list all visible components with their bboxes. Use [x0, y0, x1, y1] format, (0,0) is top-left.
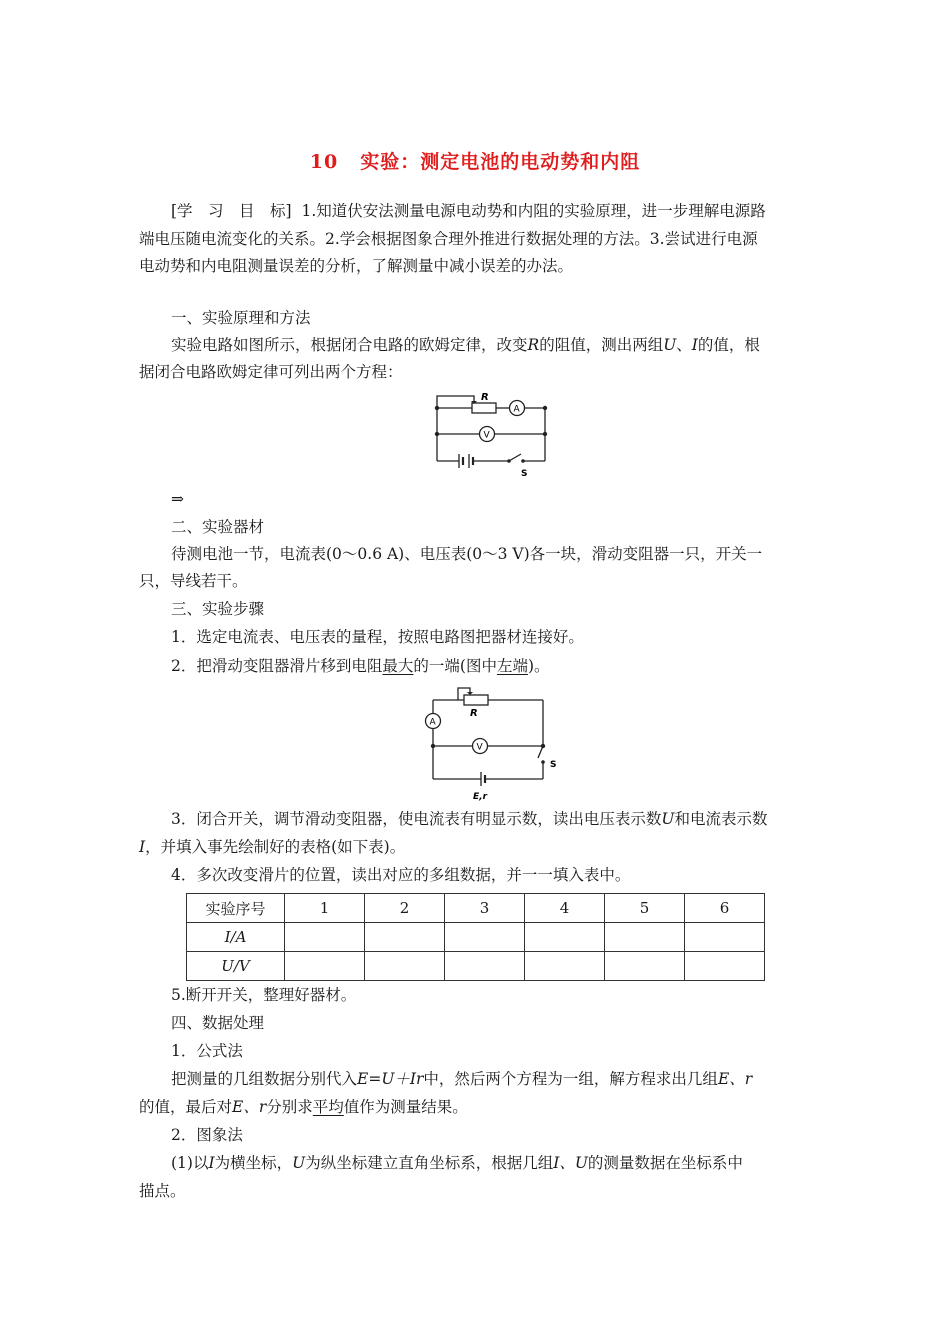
circuit-diagram-2: [418, 682, 568, 802]
method-1-heading: 1．公式法: [171, 1042, 243, 1060]
table-cell: [285, 923, 365, 952]
table-cell: [605, 952, 685, 981]
table-column-header: 4: [525, 894, 605, 923]
row-label-current: I/A: [187, 923, 285, 952]
method-1-line-1: 把测量的几组数据分别代入E=U＋Ir中，然后两个方程为一组，解方程求出几组E、r: [171, 1070, 753, 1088]
table-header-row: [187, 894, 765, 923]
step-3-line-1: 3．闭合开关，调节滑动变阻器，使电流表有明显示数，读出电压表示数U和电流表示数: [171, 810, 768, 828]
step-4: 4．多次改变滑片的位置，读出对应的多组数据，并一一填入表中。: [171, 866, 631, 884]
table-row: [187, 952, 765, 981]
table-cell: [285, 952, 365, 981]
table-cell: [605, 923, 685, 952]
switch-symbol: [509, 454, 521, 461]
table-cell: [365, 923, 445, 952]
section1-paragraph-line-1: 实验电路如图所示，根据闭合电路的欧姆定律，改变R的阻值，测出两组U、I的值，根: [171, 336, 760, 354]
method-2-line-1: (1)以I为横坐标，U为纵坐标建立直角坐标系，根据几组I、U的测量数据在坐标系中: [171, 1154, 743, 1172]
table-cell: [525, 952, 605, 981]
voltmeter-label: V: [476, 742, 483, 753]
step-3-line-2: I，并填入事先绘制好的表格(如下表)。: [139, 838, 406, 856]
table-column-header: 1: [285, 894, 365, 923]
step-5: 5.断开开关，整理好器材。: [171, 986, 357, 1004]
switch-label: S: [550, 760, 557, 770]
section2-line-1: 待测电池一节，电流表(0～0.6 A)、电压表(0～3 V)各一块，滑动变阻器一只，开关一: [171, 545, 763, 563]
rheostat-label: R: [481, 392, 489, 403]
table-column-header: 3: [445, 894, 525, 923]
table-header-label: 实验序号: [187, 894, 285, 923]
objectives-label: [学 习 目 标]: [171, 202, 292, 220]
rheostat-label: R: [470, 708, 478, 719]
step-2: 2．把滑动变阻器滑片移到电阻最大的一端(图中左端)。: [171, 657, 550, 675]
rheostat-symbol: [472, 403, 496, 413]
method-2-heading: 2．图象法: [171, 1126, 243, 1144]
section2-line-2: 只，导线若干。: [139, 572, 248, 590]
measurement-table: [186, 893, 765, 981]
table-cell: [685, 923, 765, 952]
row-label-voltage: U/V: [187, 952, 285, 981]
table-cell: [445, 952, 525, 981]
section4-heading: 四、数据处理: [171, 1014, 265, 1032]
section3-heading: 三、实验步骤: [171, 600, 265, 618]
ammeter-label: A: [429, 717, 436, 728]
battery-label: E,r: [473, 792, 488, 802]
objectives-line-3: 电动势和内电阻测量误差的分析，了解测量中减小误差的办法。: [139, 257, 574, 275]
step-1: 1．选定电流表、电压表的量程，按照电路图把器材连接好。: [171, 628, 584, 646]
switch-label: S: [521, 469, 528, 479]
voltmeter-label: V: [483, 430, 490, 441]
title-number: 10: [309, 151, 339, 173]
table-row: [187, 923, 765, 952]
table-cell: [685, 952, 765, 981]
table-cell: [365, 952, 445, 981]
implies-arrow: ⇒: [171, 490, 184, 508]
table-column-header: 5: [605, 894, 685, 923]
table-column-header: 2: [365, 894, 445, 923]
table-cell: [445, 923, 525, 952]
title-text: 实验：测定电池的电动势和内阻: [360, 151, 641, 173]
method-2-line-2: 描点。: [139, 1182, 186, 1200]
method-1-line-2: 的值，最后对E、r分别求平均值作为测量结果。: [139, 1098, 468, 1116]
page-title: [0, 147, 950, 174]
objectives-line-2: 端电压随电流变化的关系。2.学会根据图象合理外推进行数据处理的方法。3.尝试进行电源: [139, 230, 758, 248]
table-column-header: 6: [685, 894, 765, 923]
circuit-diagram-1: [425, 388, 555, 480]
rheostat-symbol: [464, 695, 488, 705]
table-cell: [525, 923, 605, 952]
objectives-line-1: [学 习 目 标] 1.知道伏安法测量电源电动势和内阻的实验原理，进一步理解电源路: [171, 202, 766, 220]
section1-paragraph-line-2: 据闭合电路欧姆定律可列出两个方程：: [139, 363, 403, 381]
section2-heading: 二、实验器材: [171, 518, 265, 536]
section1-heading: 一、实验原理和方法: [171, 309, 311, 327]
ammeter-label: A: [513, 404, 520, 415]
